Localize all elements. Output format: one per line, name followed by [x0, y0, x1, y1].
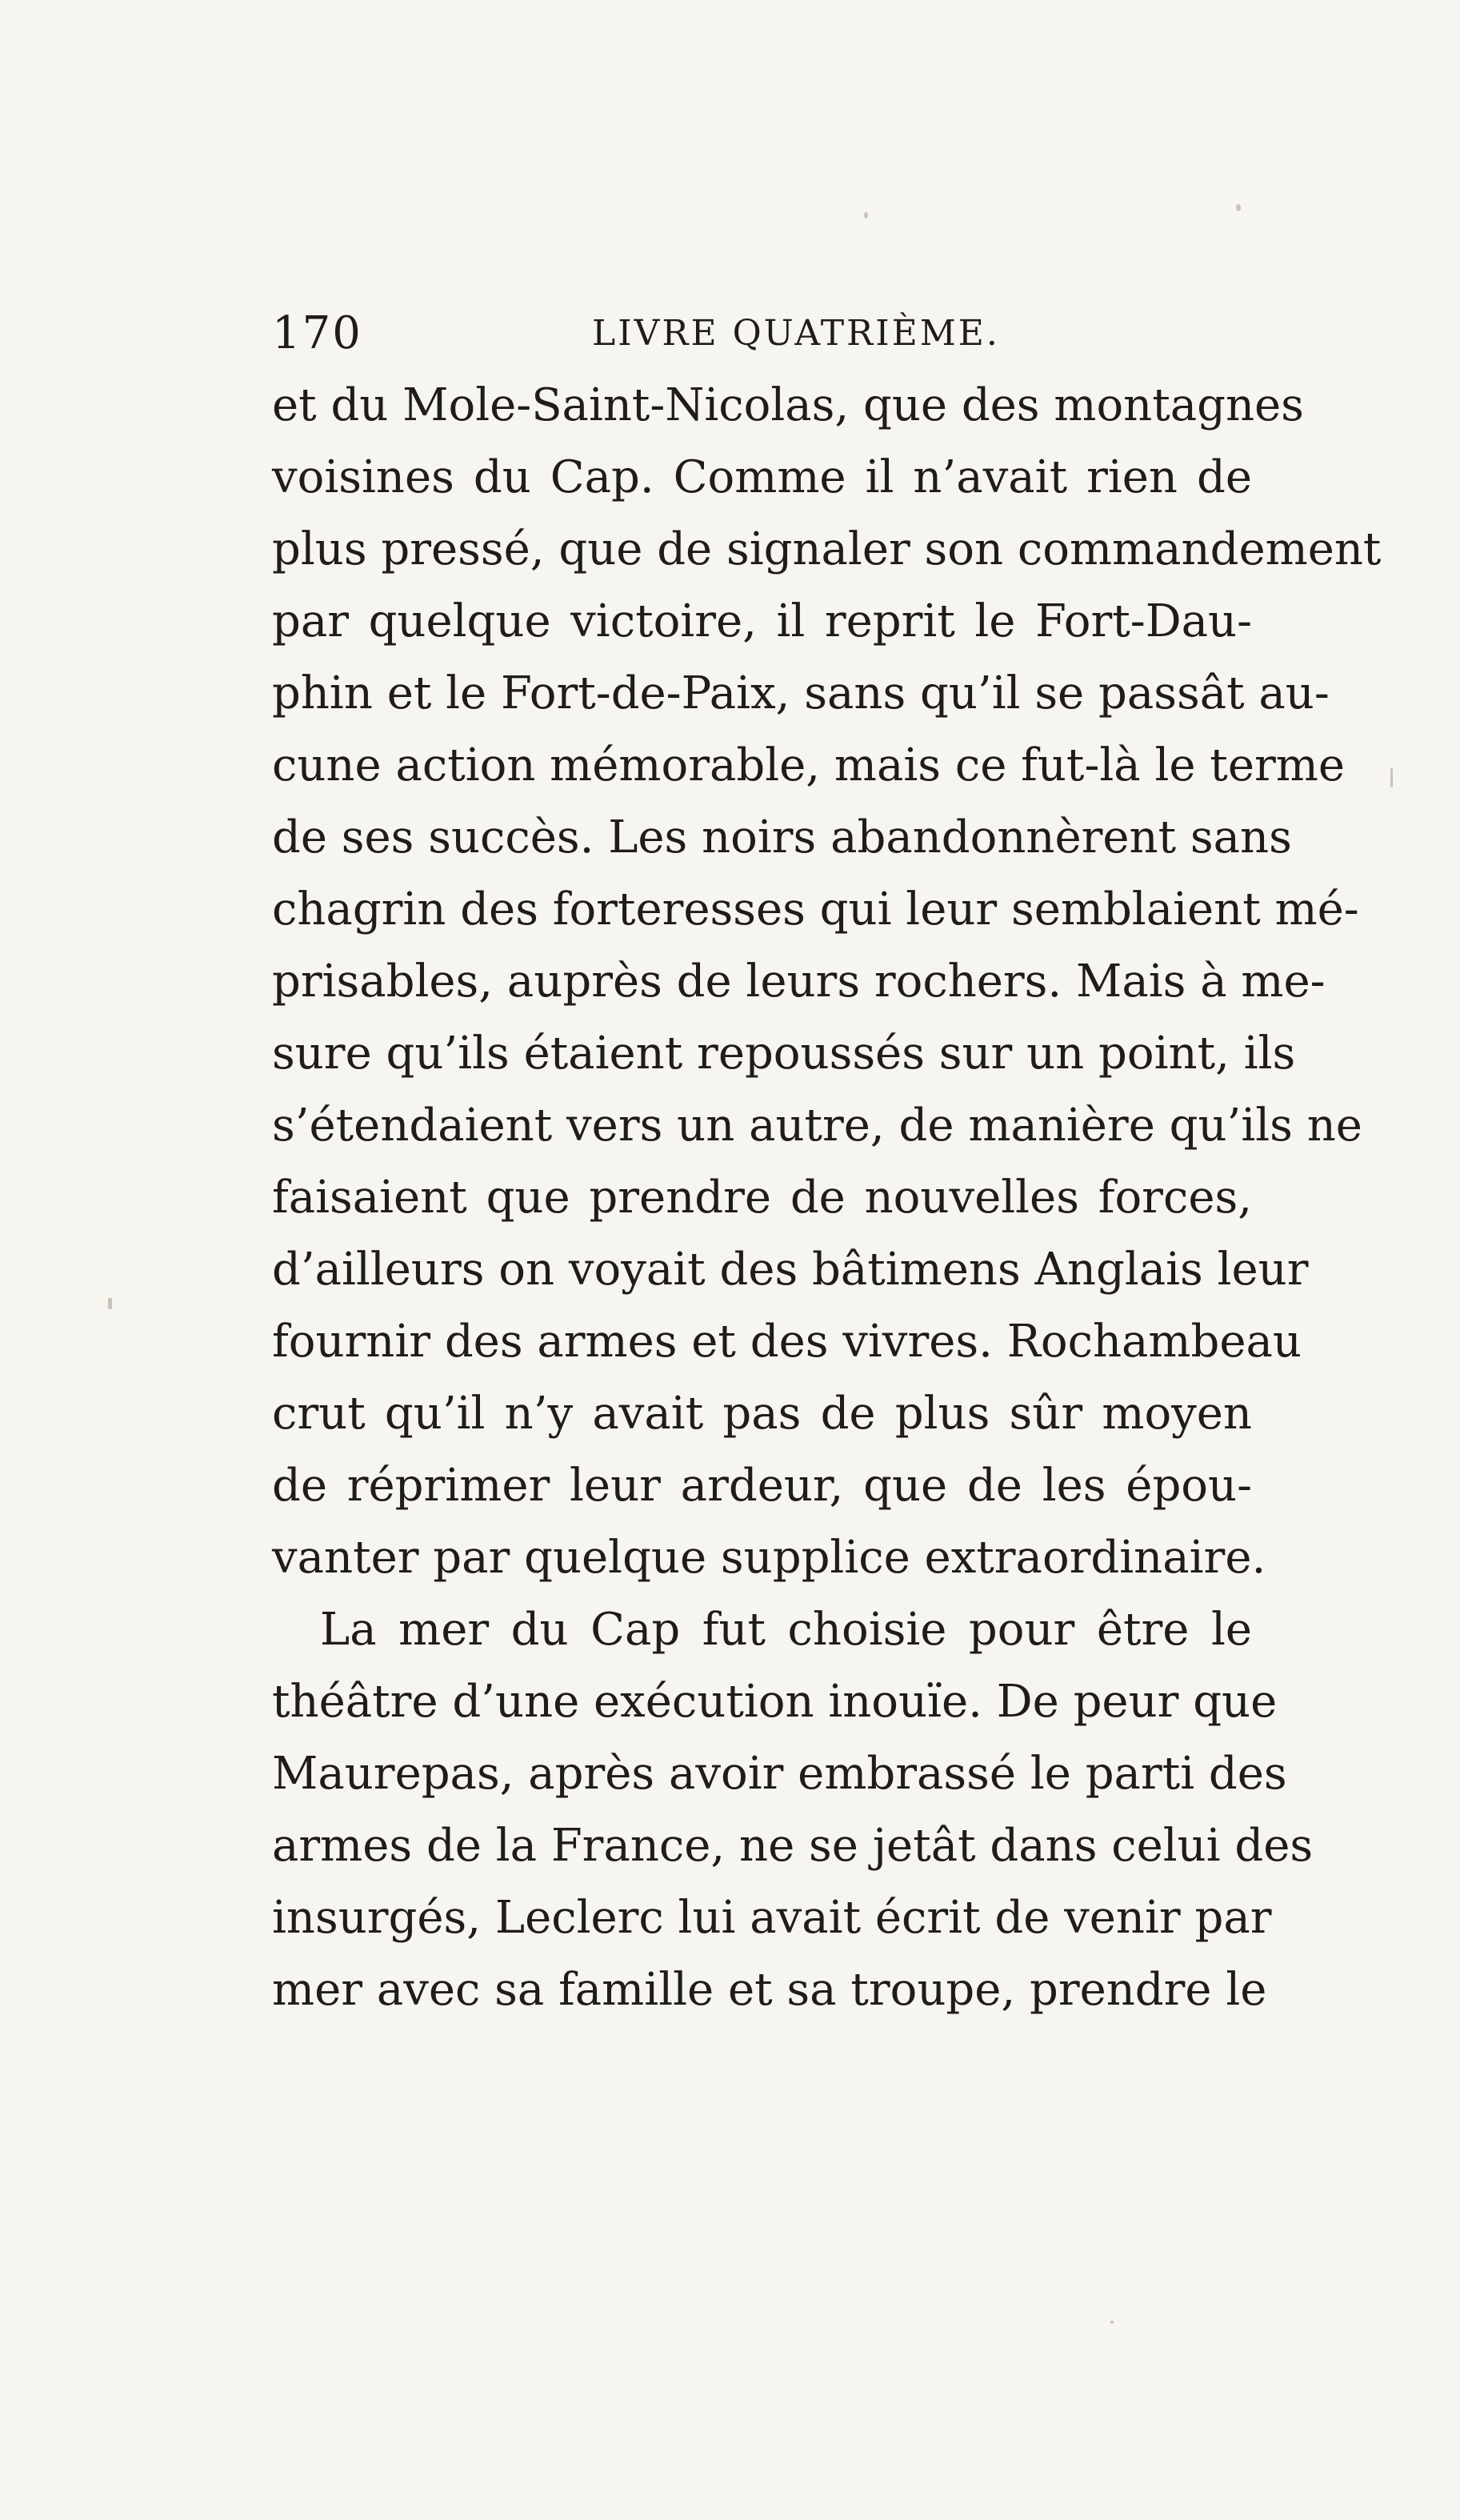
paper-speck	[1390, 768, 1393, 787]
paper-speck	[1236, 204, 1241, 211]
text-line: plus pressé, que de signaler son commandement	[272, 523, 1382, 575]
text-line: mer avec sa famille et sa troupe, prendre le	[272, 1964, 1267, 2016]
text-line: par quelque victoire, il reprit le Fort-Dau-	[272, 595, 1252, 647]
page-number: 170	[272, 307, 362, 359]
running-title: LIVRE QUATRIÈME.	[592, 313, 1000, 354]
text-line: faisaient que prendre de nouvelles forces,	[272, 1172, 1252, 1224]
text-line: crut qu’il n’y avait pas de plus sûr moyen	[272, 1388, 1252, 1440]
paper-speck	[108, 1298, 112, 1309]
paper-speck	[864, 212, 868, 218]
text-line: de ses succès. Les noirs abandonnèrent sans	[272, 811, 1292, 863]
text-line: prisables, auprès de leurs rochers. Mais à me-	[272, 956, 1326, 1008]
text-line: phin et le Fort-de-Paix, sans qu’il se passât au-	[272, 667, 1330, 719]
text-line: et du Mole-Saint-Nicolas, que des montagnes	[272, 379, 1304, 431]
text-line: fournir des armes et des vivres. Rochambeau	[272, 1316, 1302, 1368]
text-line: armes de la France, ne se jetât dans celui des	[272, 1820, 1314, 1872]
text-line: vanter par quelque supplice extraordinaire.	[272, 1532, 1266, 1584]
text-line: de réprimer leur ardeur, que de les épou-	[272, 1460, 1252, 1512]
paragraph-start-line: La mer du Cap fut choisie pour être le	[320, 1604, 1252, 1656]
paper-speck	[1110, 2321, 1114, 2324]
text-line: cune action mémorable, mais ce fut-là le terme	[272, 739, 1345, 791]
text-line: insurgés, Leclerc lui avait écrit de venir par	[272, 1892, 1272, 1944]
text-line: sure qu’ils étaient repoussés sur un point, ils	[272, 1028, 1296, 1080]
text-line: Maurepas, après avoir embrassé le parti des	[272, 1748, 1287, 1800]
body-text	[272, 370, 1382, 2026]
text-line: théâtre d’une exécution inouïe. De peur que	[272, 1676, 1278, 1728]
text-line: chagrin des forteresses qui leur semblaient mé-	[272, 883, 1359, 935]
text-line: s’étendaient vers un autre, de manière qu’ils ne	[272, 1100, 1362, 1152]
text-line: d’ailleurs on voyait des bâtimens Anglais leur	[272, 1244, 1309, 1296]
text-line: voisines du Cap. Comme il n’avait rien de	[272, 451, 1252, 503]
running-head	[272, 306, 1252, 362]
